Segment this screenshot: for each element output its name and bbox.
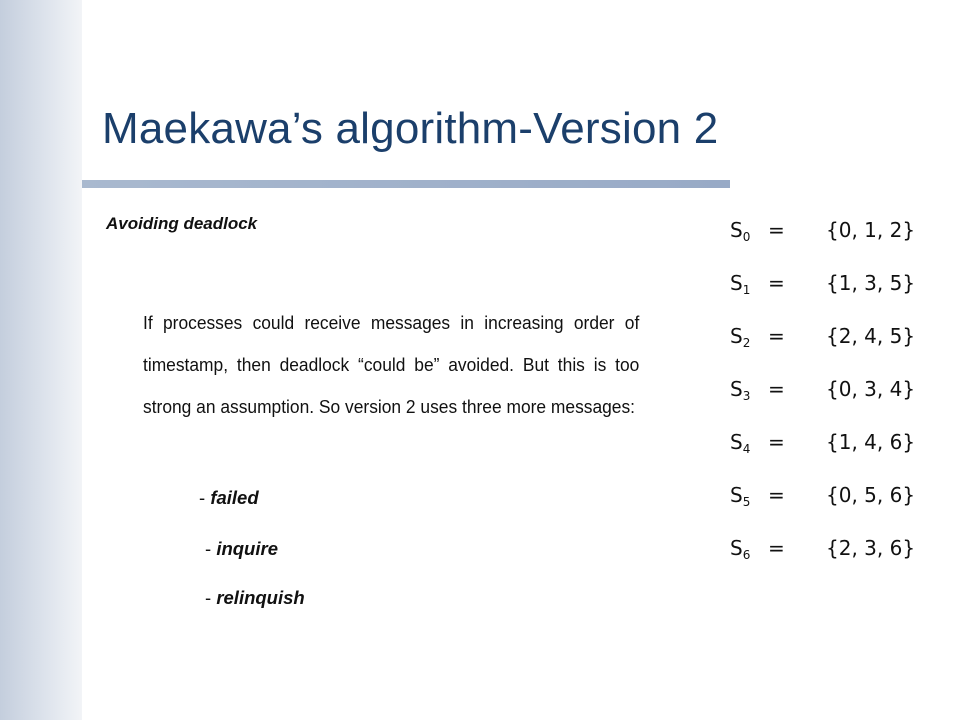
bullet-dash: - xyxy=(199,487,211,508)
set-members: {0, 5, 6} xyxy=(826,483,916,507)
set-symbol: $S_4$ xyxy=(730,430,751,456)
equals-sign: = xyxy=(768,271,785,295)
set-symbol: $S_6$ xyxy=(730,536,751,562)
message-item-failed xyxy=(199,487,259,509)
equals-sign: = xyxy=(768,483,785,507)
body-paragraph: If processes could receive messages in increasing order of timestamp, then deadlock “could be” avoided. But this is too strong an assumption. So version 2 uses three more messages: xyxy=(143,312,640,417)
equals-sign: = xyxy=(768,536,785,560)
message-name: relinquish xyxy=(216,587,305,608)
equals-sign: = xyxy=(768,377,785,401)
message-name: inquire xyxy=(216,538,278,559)
set-members: {1, 4, 6} xyxy=(826,430,916,454)
sidebar-decoration xyxy=(0,0,82,720)
equals-sign: = xyxy=(768,218,785,242)
message-item-inquire xyxy=(205,538,278,560)
bullet-dash: - xyxy=(205,538,217,559)
set-members: {0, 1, 2} xyxy=(826,218,916,242)
set-members: {0, 3, 4} xyxy=(826,377,916,401)
bullet-dash: - xyxy=(205,587,217,608)
message-item-relinquish xyxy=(205,587,305,609)
set-symbol: $S_5$ xyxy=(730,483,751,509)
equals-sign: = xyxy=(768,430,785,454)
slide-title: Maekawa’s algorithm-Version 2 xyxy=(102,104,719,153)
set-members: {2, 4, 5} xyxy=(826,324,916,348)
title-underline xyxy=(82,180,730,188)
equals-sign: = xyxy=(768,324,785,348)
slide-subtitle: Avoiding deadlock xyxy=(106,214,258,233)
set-members: {2, 3, 6} xyxy=(826,536,916,560)
message-name: failed xyxy=(210,487,259,508)
set-symbol: $S_3$ xyxy=(730,377,751,403)
set-symbol: $S_0$ xyxy=(730,218,751,244)
set-members: {1, 3, 5} xyxy=(826,271,916,295)
set-symbol: $S_1$ xyxy=(730,271,751,297)
set-symbol: $S_2$ xyxy=(730,324,751,350)
